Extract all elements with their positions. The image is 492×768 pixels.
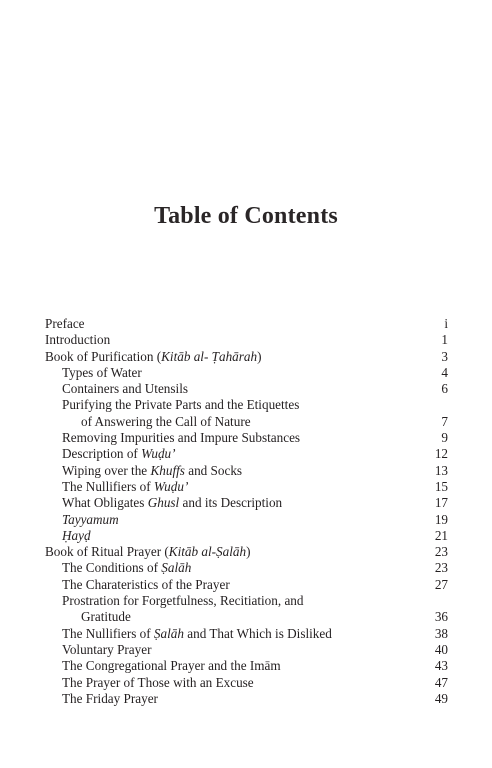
toc-entry-title-text: ) xyxy=(246,544,251,560)
toc-entry-title-text: ) xyxy=(257,348,262,364)
toc-entry-title-text: The Friday Prayer xyxy=(62,690,158,706)
toc-entry-page-number: 19 xyxy=(434,511,448,527)
toc-entry-title xyxy=(62,658,281,674)
toc-entry-title xyxy=(62,397,299,413)
toc-entry xyxy=(45,365,448,381)
toc-entry-title-text: Purifying the Private Parts and the Etiquettes xyxy=(62,397,300,413)
toc-entry-italic-term: Tayyamum xyxy=(62,511,119,527)
toc-entry-title-text: Prostration for Forgetfulness, Recitiation, and xyxy=(62,593,304,609)
toc-entry-title xyxy=(62,560,191,576)
toc-entry xyxy=(45,528,448,544)
toc-entry-page-number: 43 xyxy=(434,658,448,674)
toc-entry-page-number: 6 xyxy=(441,381,448,397)
toc-entry xyxy=(45,691,448,707)
toc-entry xyxy=(45,512,448,528)
toc-entry xyxy=(45,349,448,365)
toc-entry-page-number: 9 xyxy=(441,430,448,446)
toc-entry-title xyxy=(45,316,85,332)
toc-entry-title xyxy=(62,528,91,544)
toc-entry-italic-term: Ṣalāh xyxy=(161,560,192,576)
toc-entry-page-number: 17 xyxy=(434,495,448,511)
toc-entry xyxy=(45,430,448,446)
toc-entry-title xyxy=(62,593,304,609)
toc-entry-page-number: 15 xyxy=(434,478,448,494)
toc-entry-page-number: 47 xyxy=(434,674,448,690)
toc-entry-title xyxy=(62,642,151,658)
toc-entry xyxy=(45,316,448,332)
toc-entry-page-number: 21 xyxy=(434,527,448,543)
toc-entry-title-text: Wiping over the xyxy=(62,462,151,478)
toc-entry-title xyxy=(62,626,332,642)
toc-entry-page-number: 4 xyxy=(441,364,448,380)
toc-entry-title xyxy=(62,675,254,691)
toc-entry-title-text: Description of xyxy=(62,446,142,462)
toc-entry-italic-term: Wuḍu’ xyxy=(141,446,176,462)
toc-entry xyxy=(45,381,448,397)
toc-entry xyxy=(45,446,448,462)
toc-entry-title-text: The Congregational Prayer and the Imām xyxy=(62,658,281,674)
toc-entry-title-text: Book of Ritual Prayer ( xyxy=(45,544,169,560)
toc-entry-title xyxy=(62,495,282,511)
toc-entry-title xyxy=(62,577,230,593)
toc-entry-title xyxy=(62,381,188,397)
toc-entry-title xyxy=(62,463,242,479)
toc-entry xyxy=(45,479,448,495)
toc-entry-title xyxy=(45,332,110,348)
toc-entry-title-text: Containers and Utensils xyxy=(62,381,188,397)
toc-entry-italic-term: Ghusl xyxy=(147,495,180,511)
toc-entry-title xyxy=(62,430,300,446)
toc-entry-page-number: i xyxy=(444,316,448,331)
page-title: Table of Contents xyxy=(154,203,338,229)
toc-entry xyxy=(45,642,448,658)
toc-entry-title-text: and Socks xyxy=(184,462,243,478)
toc-entry-page-number: 13 xyxy=(434,462,448,478)
toc-entry xyxy=(45,675,448,691)
toc-entry-page-number: 1 xyxy=(441,332,448,348)
toc-entry-title xyxy=(62,512,119,528)
toc-entry xyxy=(45,397,448,430)
toc-entry xyxy=(45,495,448,511)
toc-entry xyxy=(45,560,448,576)
toc-entry xyxy=(45,658,448,674)
toc-entry-page-number: 49 xyxy=(434,690,448,706)
toc-entry-page-number: 7 xyxy=(441,413,448,429)
toc-entry-title-continuation: Gratitude xyxy=(81,609,131,625)
toc-entry-title-text: The Nullifiers of xyxy=(62,478,154,494)
toc-entry xyxy=(45,332,448,348)
toc-entry-title-text: and its Description xyxy=(179,495,283,511)
toc-entry-title-text: Types of Water xyxy=(62,364,142,380)
toc-entry-page-number: 36 xyxy=(434,609,448,625)
toc-entry-title xyxy=(62,446,176,462)
toc-entry-title xyxy=(45,544,251,560)
toc-entry-page-number: 38 xyxy=(434,625,448,641)
toc-entry-title-text: The Charateristics of the Prayer xyxy=(62,576,230,592)
toc-entry-title-text: Voluntary Prayer xyxy=(62,641,152,657)
toc-entry-title-text: Book of Purification ( xyxy=(45,348,162,364)
toc-entry-title-text: What Obligates xyxy=(62,495,148,511)
toc-entry-title-text: and That Which is Disliked xyxy=(183,625,332,641)
toc-entry-italic-term: Kitāb al-Ṣalāh xyxy=(168,544,247,560)
toc-entry-italic-term: Wuḍu’ xyxy=(153,478,189,494)
toc-entry-page-number: 3 xyxy=(441,348,448,364)
toc-entry-title-text: Preface xyxy=(45,316,85,331)
toc-entry xyxy=(45,577,448,593)
toc-entry-italic-term: Ḥayḍ xyxy=(62,527,91,543)
toc-entry xyxy=(45,463,448,479)
toc-entry-page-number: 12 xyxy=(434,446,448,462)
toc-entry-italic-term: Kitāb al- Ṭahārah xyxy=(161,348,258,364)
toc-entry-title xyxy=(62,691,158,707)
toc-entry-page-number: 40 xyxy=(434,641,448,657)
toc-entry-italic-term: Khuffs xyxy=(150,462,185,478)
toc-entry-page-number: 27 xyxy=(434,576,448,592)
table-of-contents xyxy=(45,316,448,707)
toc-entry-page-number: 23 xyxy=(434,544,448,560)
toc-entry xyxy=(45,593,448,626)
toc-entry-title-text: Removing Impurities and Impure Substances xyxy=(62,430,301,446)
toc-entry-title-text: The Prayer of Those with an Excuse xyxy=(62,674,254,690)
toc-entry-title-text: Introduction xyxy=(45,332,111,348)
toc-entry-title-continuation: of Answering the Call of Nature xyxy=(81,413,251,429)
toc-entry-title-text: The Nullifiers of xyxy=(62,625,154,641)
toc-entry-page-number: 23 xyxy=(434,560,448,576)
toc-entry-italic-term: Ṣalāh xyxy=(153,625,184,641)
toc-entry-title xyxy=(62,479,188,495)
toc-entry-title xyxy=(45,349,262,365)
toc-entry xyxy=(45,626,448,642)
toc-entry-title-text: The Conditions of xyxy=(62,560,162,576)
toc-entry-title xyxy=(62,365,142,381)
toc-entry xyxy=(45,544,448,560)
